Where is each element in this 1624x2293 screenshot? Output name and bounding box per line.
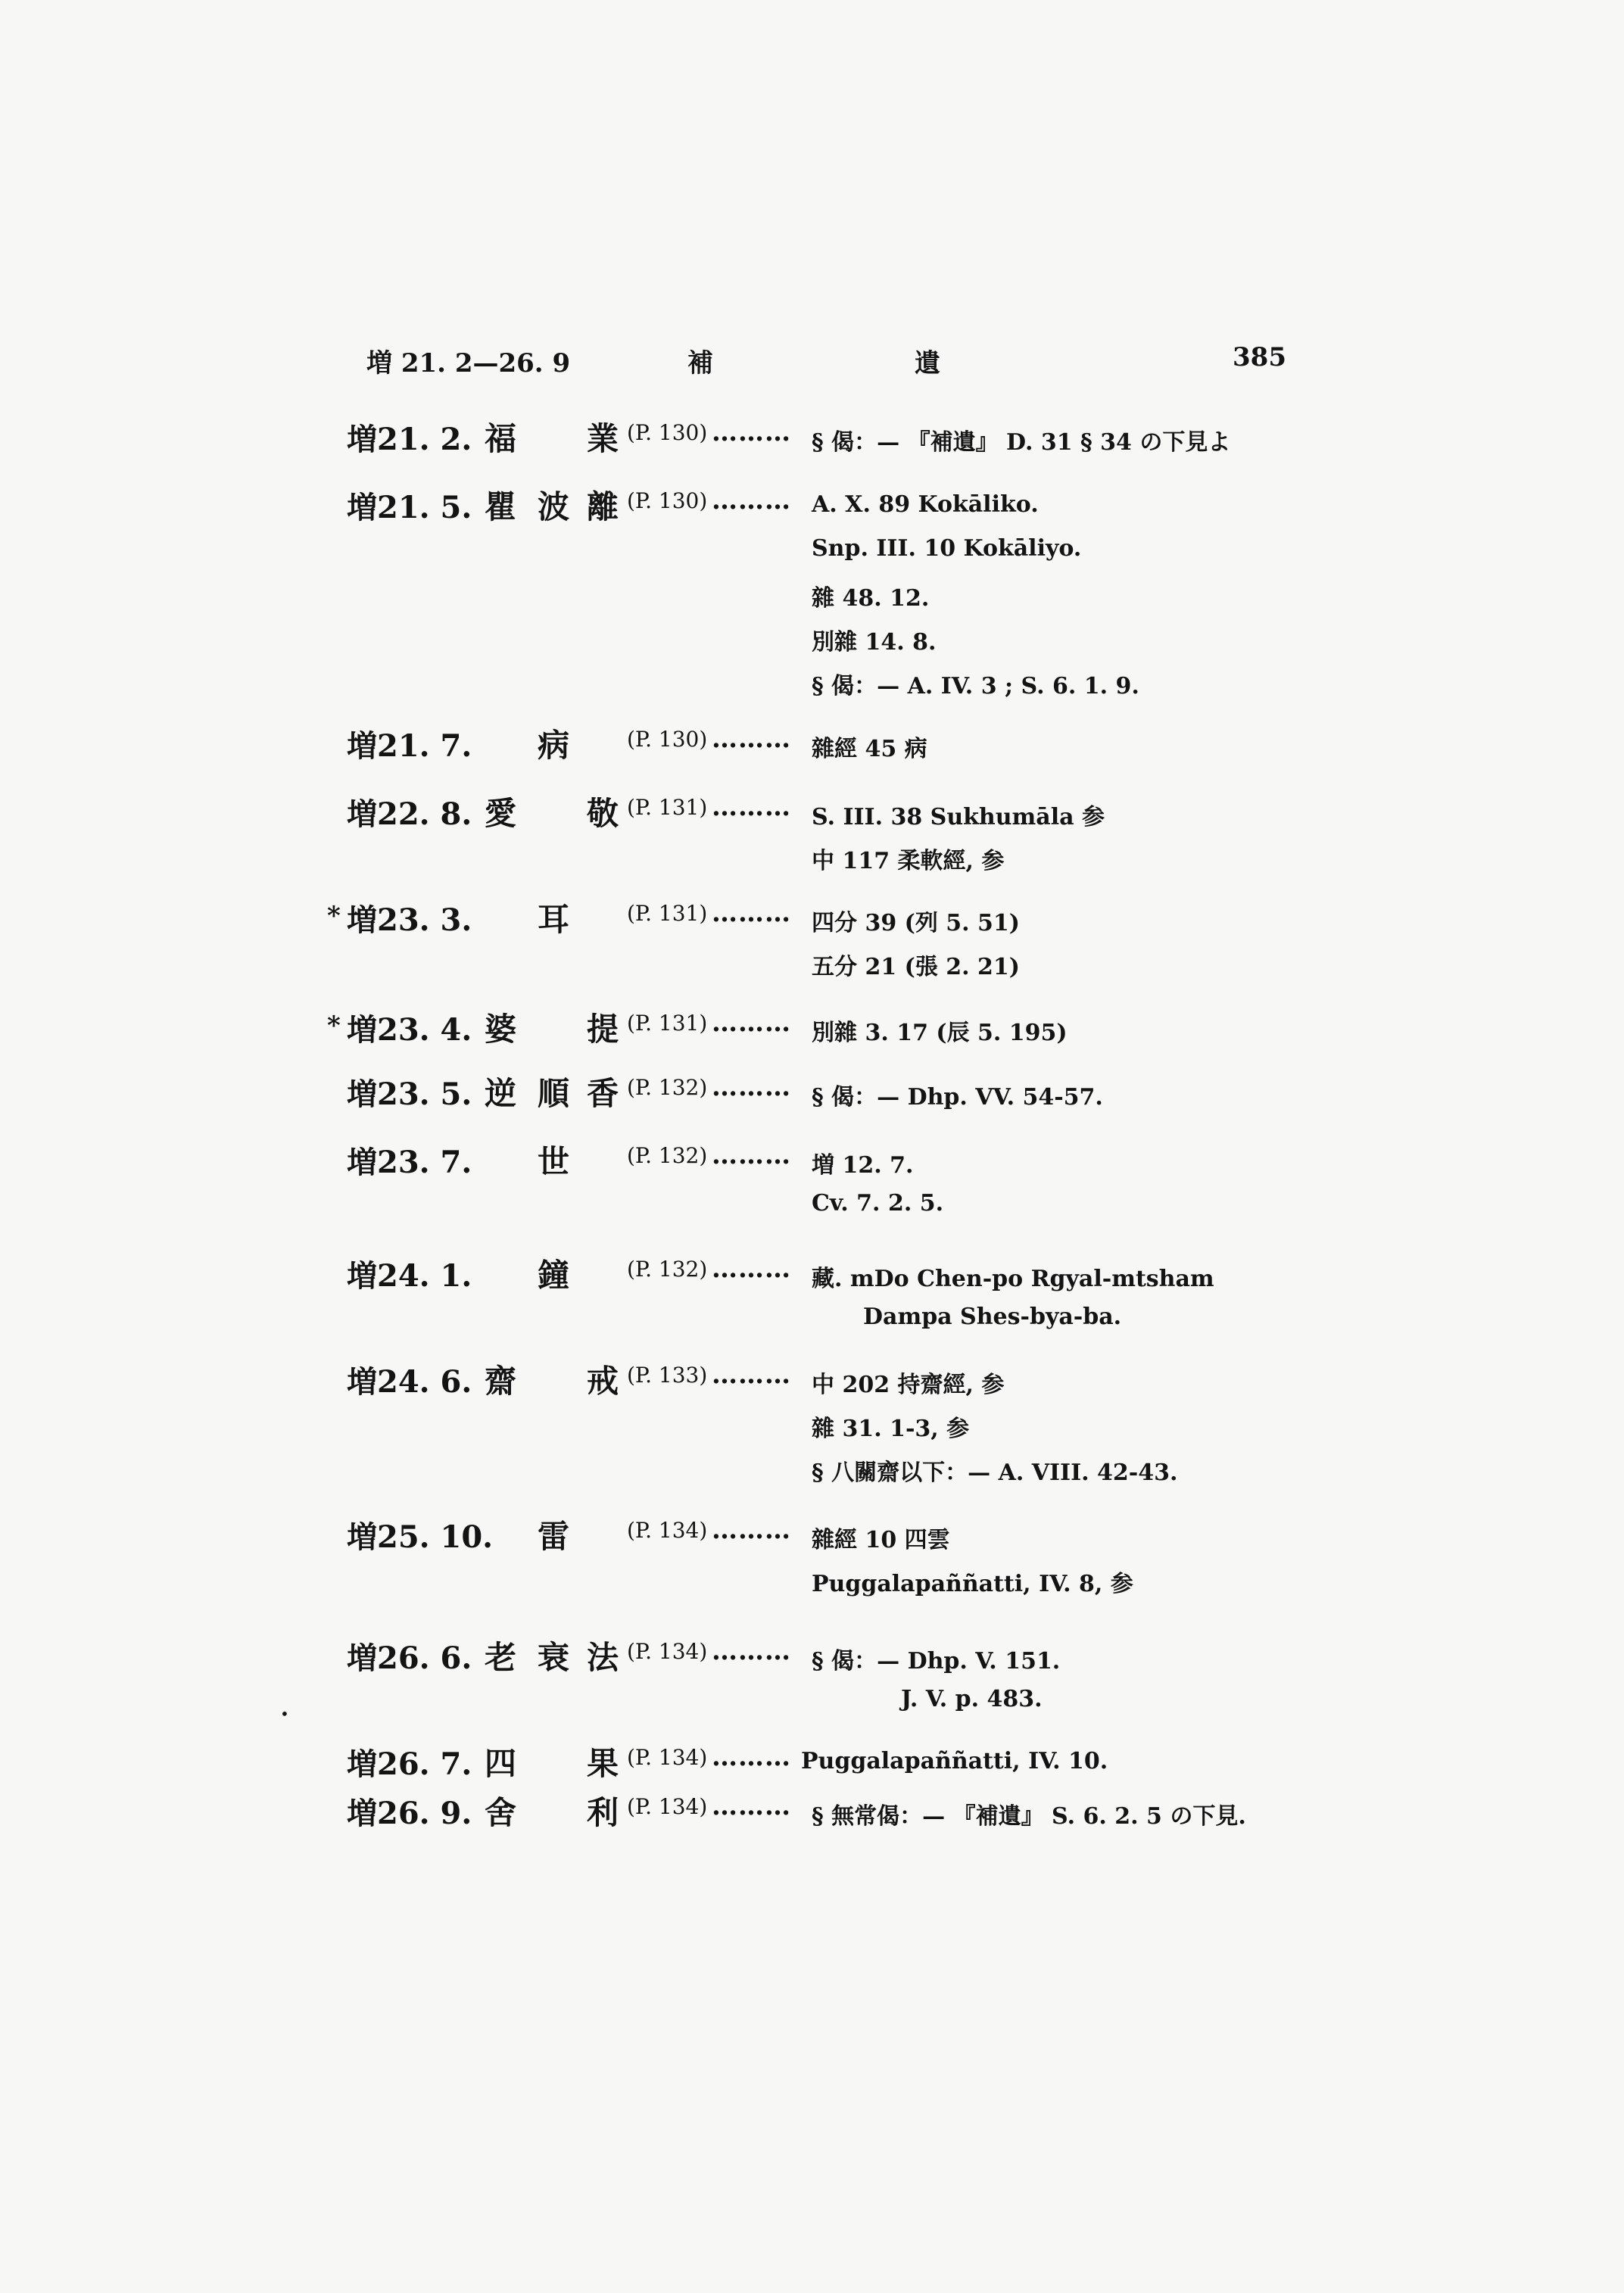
title-char: 戒 xyxy=(587,1363,619,1400)
asterisk-mark: * xyxy=(327,901,341,931)
title-char: 敬 xyxy=(587,795,619,832)
page-reference: (P. 134) xyxy=(627,1794,708,1819)
title-char: 耳 xyxy=(538,901,570,938)
cross-reference: J. V. p. 483. xyxy=(901,1686,1043,1712)
cross-reference: A. X. 89 Kokāliko. xyxy=(812,491,1039,518)
title-char: 提 xyxy=(587,1011,619,1048)
title-char: 順 xyxy=(538,1075,570,1112)
entry-number: 増23. 7. xyxy=(347,1145,472,1180)
page-reference: (P. 132) xyxy=(627,1257,708,1282)
title-char: 愛 xyxy=(485,795,517,832)
cross-reference: S. III. 38 Sukhumāla 参 xyxy=(812,804,1105,830)
entry-number: 増24. 1. xyxy=(347,1258,472,1294)
title-char: 鐘 xyxy=(538,1257,570,1294)
cross-reference: 四分 39 (列 5. 51) xyxy=(812,910,1020,936)
title-char: 齋 xyxy=(485,1363,517,1400)
cross-reference: 中 202 持齋經, 参 xyxy=(812,1372,1005,1398)
title-char: 衰 xyxy=(538,1639,570,1676)
title-char: 果 xyxy=(587,1745,619,1782)
entry-number: 増21. 2. xyxy=(347,422,472,457)
cross-reference: Cv. 7. 2. 5. xyxy=(812,1190,944,1217)
leader-dots: ……… xyxy=(712,1791,791,1821)
running-head-title-2: 遺 xyxy=(915,348,940,379)
title-char: 世 xyxy=(538,1143,570,1180)
page-number: 385 xyxy=(1233,342,1286,372)
title-char: 離 xyxy=(587,488,619,525)
leader-dots: ……… xyxy=(712,1742,791,1772)
entry-number: 増26. 6. xyxy=(347,1640,472,1676)
running-head-range: 増 21. 2—26. 9 xyxy=(366,348,571,379)
page-reference: (P. 134) xyxy=(627,1518,708,1543)
title-char: 舍 xyxy=(485,1794,517,1831)
page-reference: (P. 131) xyxy=(627,1011,708,1036)
entry-number: 増25. 10. xyxy=(347,1519,494,1555)
page-reference: (P. 132) xyxy=(627,1075,708,1100)
leader-dots: ……… xyxy=(712,1636,791,1666)
cross-reference: 雜經 10 四雲 xyxy=(812,1527,950,1553)
title-char: 逆 xyxy=(485,1075,517,1112)
cross-reference: 増 12. 7. xyxy=(812,1152,914,1179)
entry-number: 増23. 3. xyxy=(347,902,472,938)
cross-reference: 雜 31. 1-3, 参 xyxy=(812,1416,970,1442)
title-char: 業 xyxy=(587,420,619,457)
leader-dots: ……… xyxy=(712,1072,791,1102)
cross-reference: Dampa Shes-bya-ba. xyxy=(863,1304,1122,1330)
leader-dots: ……… xyxy=(712,898,791,928)
cross-reference: Snp. III. 10 Kokāliyo. xyxy=(812,535,1082,562)
asterisk-mark: * xyxy=(327,1011,341,1041)
page-reference: (P. 130) xyxy=(627,488,708,513)
page-reference: (P. 130) xyxy=(627,727,708,752)
page-reference: (P. 132) xyxy=(627,1143,708,1168)
cross-reference: § 無常偈：— 『補遺』 S. 6. 2. 5 の下見. xyxy=(812,1803,1246,1830)
title-char: 雷 xyxy=(538,1518,570,1555)
entry-number: 増23. 4. xyxy=(347,1012,472,1048)
page-reference: (P. 131) xyxy=(627,795,708,820)
title-char: 福 xyxy=(485,420,517,457)
page-reference: (P. 133) xyxy=(627,1363,708,1388)
leader-dots: ……… xyxy=(712,724,791,754)
cross-reference: Puggalapaññatti, IV. 8, 参 xyxy=(812,1571,1133,1597)
cross-reference: 藏. mDo Chen-po Rgyal-mtsham xyxy=(812,1266,1214,1292)
entry-number: 増21. 7. xyxy=(347,728,472,764)
cross-reference: 五分 21 (張 2. 21) xyxy=(812,954,1020,980)
page-reference: (P. 134) xyxy=(627,1639,708,1664)
page-reference: (P. 131) xyxy=(627,901,708,926)
cross-reference: § 偈：— Dhp. V. 151. xyxy=(812,1648,1061,1675)
leader-dots: ……… xyxy=(712,485,791,516)
cross-reference: § 偈：— Dhp. VV. 54-57. xyxy=(812,1084,1103,1111)
title-char: 波 xyxy=(538,488,570,525)
entry-number: 増26. 7. xyxy=(347,1746,472,1782)
leader-dots: ……… xyxy=(712,417,791,447)
cross-reference: 雜 48. 12. xyxy=(812,585,930,612)
stray-mark: • xyxy=(280,1705,289,1723)
cross-reference: Puggalapaññatti, IV. 10. xyxy=(801,1748,1108,1774)
leader-dots: ……… xyxy=(712,1360,791,1390)
leader-dots: ……… xyxy=(712,1140,791,1170)
entry-number: 増21. 5. xyxy=(347,490,472,525)
title-char: 利 xyxy=(587,1794,619,1831)
cross-reference: 雜經 45 病 xyxy=(812,736,927,762)
title-char: 瞿 xyxy=(485,488,517,525)
title-char: 四 xyxy=(485,1745,517,1782)
running-head-title-1: 補 xyxy=(687,348,713,379)
title-char: 老 xyxy=(485,1639,517,1676)
page-reference: (P. 130) xyxy=(627,420,708,445)
entry-number: 増23. 5. xyxy=(347,1076,472,1112)
cross-reference: § 八關齋以下：— A. VIII. 42-43. xyxy=(812,1460,1178,1486)
cross-reference: § 偈：— A. IV. 3 ; S. 6. 1. 9. xyxy=(812,673,1139,699)
entry-number: 増26. 9. xyxy=(347,1796,472,1831)
title-char: 香 xyxy=(587,1075,619,1112)
entry-number: 増22. 8. xyxy=(347,796,472,832)
leader-dots: ……… xyxy=(712,1008,791,1038)
page-reference: (P. 134) xyxy=(627,1745,708,1770)
title-char: 病 xyxy=(538,727,570,764)
leader-dots: ……… xyxy=(712,792,791,822)
title-char: 婆 xyxy=(485,1011,517,1048)
cross-reference: 中 117 柔軟經, 参 xyxy=(812,848,1005,874)
cross-reference: 別雜 3. 17 (辰 5. 195) xyxy=(812,1020,1068,1046)
cross-reference: § 偈：— 『補遺』 D. 31 § 34 の下見よ xyxy=(812,429,1231,456)
entry-number: 増24. 6. xyxy=(347,1364,472,1400)
leader-dots: ……… xyxy=(712,1515,791,1545)
title-char: 法 xyxy=(587,1639,619,1676)
cross-reference: 別雜 14. 8. xyxy=(812,629,937,656)
leader-dots: ……… xyxy=(712,1254,791,1284)
